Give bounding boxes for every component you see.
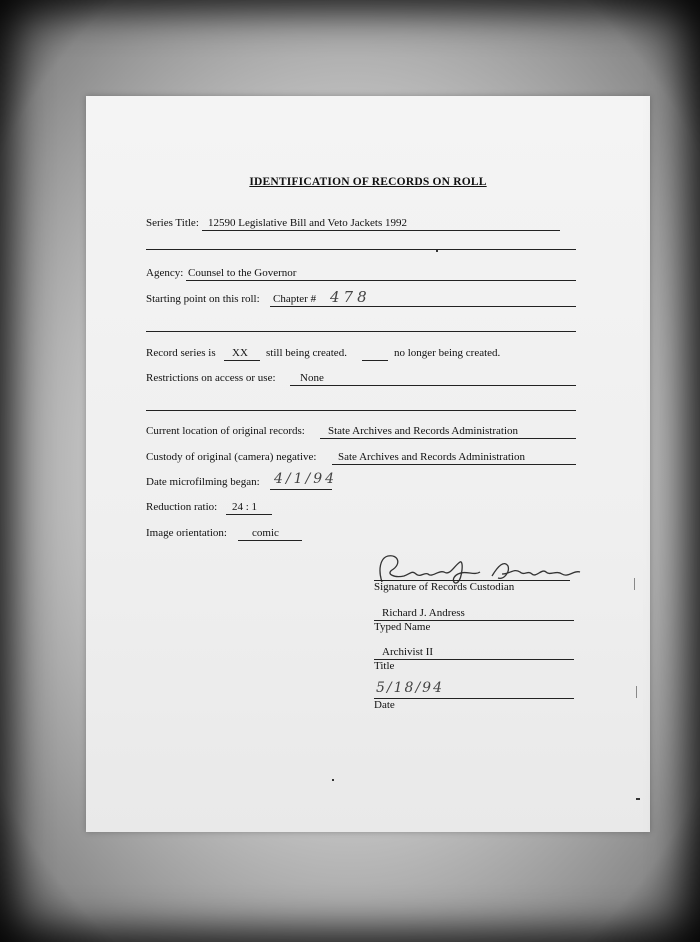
record-series-still-line <box>224 360 260 361</box>
date-began-label: Date microfilming began: <box>146 476 260 488</box>
restrictions-value: None <box>300 372 324 384</box>
restrictions-line <box>290 385 576 386</box>
starting-point-label: Starting point on this roll: <box>146 293 260 305</box>
location-label: Current location of original records: <box>146 425 305 437</box>
film-speck <box>332 779 334 781</box>
orientation-label: Image orientation: <box>146 527 227 539</box>
reduction-line <box>226 514 272 515</box>
date-signed-label: Date <box>374 699 395 711</box>
title-value: Archivist II <box>382 646 434 658</box>
series-title-value: 12590 Legislative Bill and Veto Jackets 1992 <box>208 217 407 229</box>
date-signed-handwritten: 5/18/94 <box>376 680 444 696</box>
date-began-line <box>270 489 332 490</box>
series-title-line <box>202 230 560 231</box>
series-title-line-2 <box>146 249 576 250</box>
agency-line <box>186 280 576 281</box>
reduction-value: 24 : 1 <box>232 501 258 513</box>
typed-name-label: Typed Name <box>374 621 431 633</box>
record-series-no-longer-text: no longer being created. <box>394 347 501 359</box>
film-speck <box>634 578 635 590</box>
custody-line <box>332 464 576 465</box>
starting-point-value: Chapter # <box>273 293 317 305</box>
typed-name-value: Richard J. Andress <box>382 607 465 619</box>
reduction-label: Reduction ratio: <box>146 501 218 513</box>
signature-label: Signature of Records Custodian <box>374 581 515 593</box>
record-series-still-text: still being created. <box>266 347 347 359</box>
film-speck <box>436 250 438 252</box>
orientation-line <box>238 540 302 541</box>
series-title-label: Series Title: <box>146 217 199 229</box>
film-speck <box>636 686 637 698</box>
custody-label: Custody of original (camera) negative: <box>146 451 317 463</box>
starting-point-line-2 <box>146 331 576 332</box>
restrictions-line-2 <box>146 410 576 411</box>
location-value: State Archives and Records Administration <box>328 425 519 437</box>
record-series-prefix: Record series is <box>146 347 216 359</box>
restrictions-label: Restrictions on access or use: <box>146 372 276 384</box>
record-series-mark: XX <box>232 347 248 359</box>
location-line <box>320 438 576 439</box>
starting-point-line <box>270 306 576 307</box>
orientation-value: comic <box>252 527 279 539</box>
date-began-handwritten: 4/1/94 <box>274 471 338 487</box>
form-title: IDENTIFICATION OF RECORDS ON ROLL <box>249 176 487 188</box>
agency-label: Agency: <box>146 267 184 279</box>
custody-value: Sate Archives and Records Administration <box>338 451 525 463</box>
title-line <box>374 659 574 660</box>
title-label: Title <box>374 660 395 672</box>
agency-value: Counsel to the Governor <box>188 267 297 279</box>
date-signed-line <box>374 698 574 699</box>
film-speck <box>636 798 640 800</box>
form-sheet <box>86 96 650 832</box>
record-series-no-longer-line <box>362 360 388 361</box>
starting-point-handwritten: 478 <box>330 288 371 306</box>
